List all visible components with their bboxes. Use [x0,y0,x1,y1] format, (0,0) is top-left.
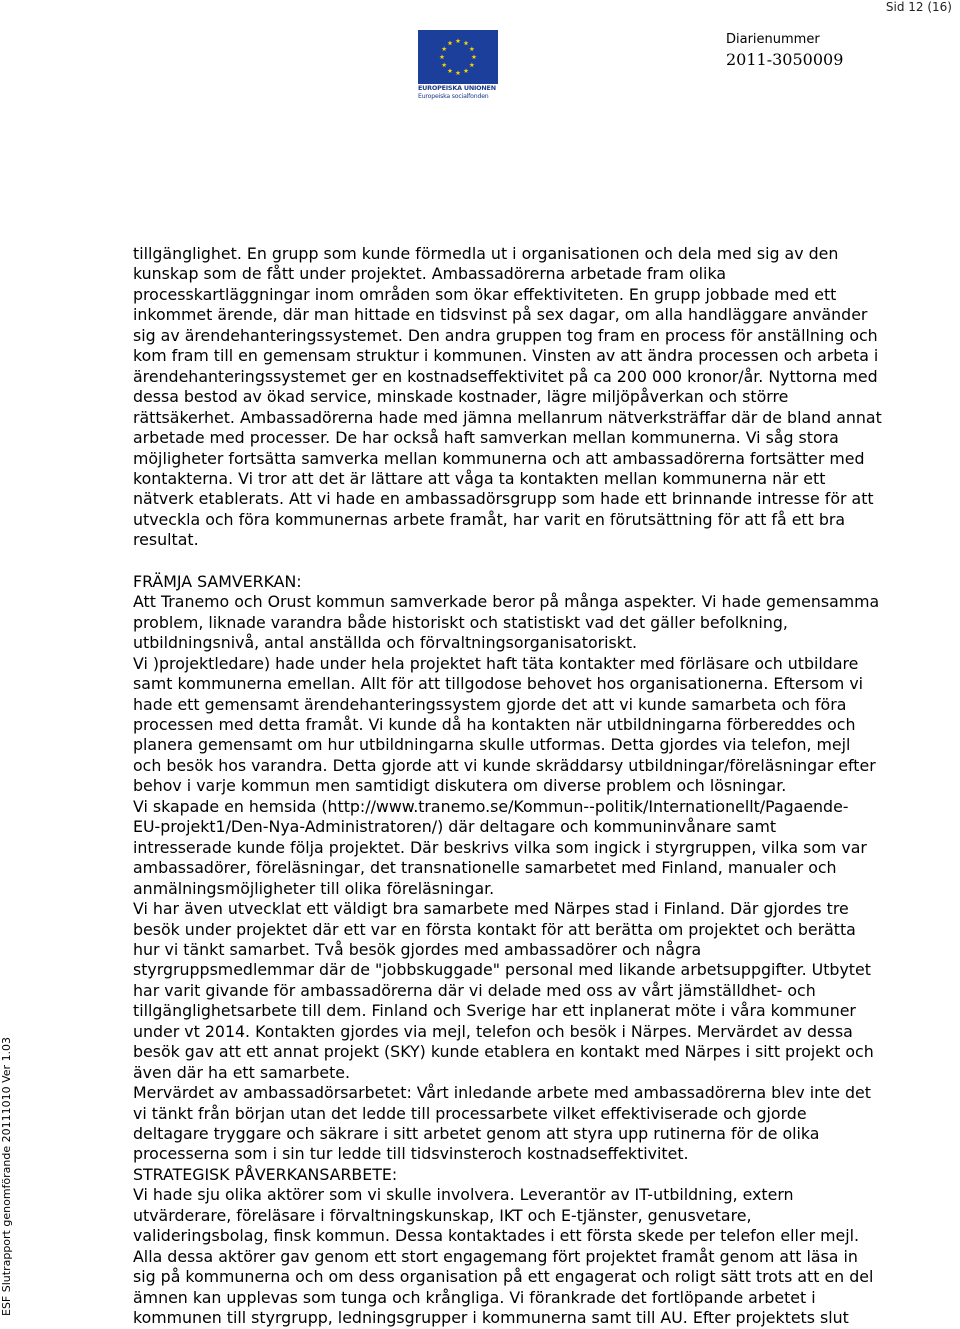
text-line: utbildningsnivå, antal anställda och förvaltningsorganisatoriskt. [133,633,638,653]
text-line: deltagare tryggare och säkrare i sitt arbetet genom att styra upp rutinerna för de olika [133,1124,820,1144]
eu-logo [418,30,498,102]
text-line: rättsäkerhet. Ambassadörerna hade med jämna mellanrum nätverksträffar där de bland annat [133,407,882,427]
text-line: hade ett gemensamt ärendehanteringssystem gjorde det att vi kunde samarbeta och föra [133,694,847,714]
text-line: har varit givande för ambassadörerna där vi delade med oss av vårt jämställdhet- och [133,980,816,1000]
text-line: Vi har även utvecklat ett väldigt bra samarbete med Närpes stad i Finland. Där gjordes tre [133,899,849,919]
text-line: Vi skapade en hemsida (http://www.tranemo.se/Kommun--politik/Internationellt/Pagaende- [133,796,849,816]
text-line: tillgänglighet. En grupp som kunde förmedla ut i organisationen och dela med sig av den [133,244,839,263]
text-line: processen med detta framåt. Vi kunde då ha kontakten när utbildningarna förbereddes och [133,714,856,734]
paragraph-gap [133,551,953,572]
text-line: styrgruppsmedlemmar där de "jobbskuggade" personal med likande arbetsuppgifter. Utbytet [133,960,871,980]
text-line: dessa bestod av ökad service, minskade kostnader, lägre miljöpåverkan och större [133,387,789,407]
text-line: Alla dessa aktörer gav genom ett stort engagemang fört projektet framåt genom att läsa in [133,1246,858,1266]
text-line: sig av ärendehanteringssystemet. Den andra gruppen tog fram en process för anställning och [133,325,878,345]
text-line: utveckla och föra kommunernas arbete framåt, har varit en förutsättning för att få ett bra [133,509,846,529]
text-line: Vi hade sju olika aktörer som vi skulle involvera. Leverantör av IT-utbildning, extern [133,1185,794,1205]
body-text [133,244,953,1329]
text-line: Att Tranemo och Orust kommun samverkade beror på många aspekter. Vi hade gemensamma [133,592,880,612]
text-line: under vt 2014. Kontakten gjordes via mejl, telefon och besök i Närpes. Mervärdet av dessa [133,1021,853,1041]
text-line: planera gemensamt om hur utbildningarna skulle utformas. Detta gjordes via telefon, mejl [133,735,851,755]
text-line: Mervärdet av ambassadörsarbetet: Vårt inledande arbete med ambassadörerna blev inte det [133,1083,871,1103]
text-line: möjligheter fortsätta samverka mellan kommunerna och att ambassadörerna fortsätter med [133,448,865,468]
text-line: nätverk etablerats. Att vi hade en ambassadörsgrupp som hade ett brinnande intresse för att [133,489,874,509]
text-line: anmälningsmöjligheter till olika föreläsningar. [133,878,495,898]
text-line: processkartläggningar inom områden som ökar effektiviteten. En grupp jobbade med ett [133,284,837,304]
text-line: hur vi tänkt samarbet. Två besök gjordes med ambassadörer och några [133,939,702,959]
text-line: kom fram till en gemensam struktur i kommunen. Vinsten av att ändra processen och arbeta i [133,346,879,366]
text-line: ambassadörer, föreläsningar, det transnationelle samarbetet med Finland, manualer och [133,858,837,878]
text-line: inkommet ärende, där man hittade en tidsvinst på sex dagar, om alla handläggare använder [133,305,868,325]
text-line: ärendehanteringssystemet ger en kostnadseffektivitet på ca 200 000 kronor/år. Nyttorna med [133,366,878,386]
text-line: utvärderare, föreläsare i förvaltningskunskap, IKT och E-tjänster, genusvetare, [133,1205,752,1225]
diarienummer-label: Diarienummer [726,32,820,47]
text-line: besök gav att ett annat projekt (SKY) kunde etablera en kontakt med Närpes i sitt projekt och [133,1042,874,1062]
text-line: kunskap som de fått under projektet. Ambassadörerna arbetade fram olika [133,264,726,284]
paragraph-1 [133,244,953,551]
text-line: STRATEGISK PÅVERKANSARBETE: [133,1164,398,1184]
text-line: problem, liknade varandra både historiskt och statistiskt vad det gäller befolkning, [133,612,788,632]
text-line: vi tänkt från början utan det ledde till processarbete vilket effektiviserade och gjorde [133,1103,807,1123]
page-number: Sid 12 (16) [885,0,952,14]
text-line: FRÄMJA SAMVERKAN: [133,571,302,591]
text-line: intresserade kunde följa projektet. Där beskrivs vilka som ingick i styrgruppen, vilka som var [133,837,867,857]
text-line: arbetade med processer. De har också haft samverkan mellan kommunerna. Vi såg stora [133,428,839,448]
text-line: sig på kommunerna och om dess organisation på ett engagerat och roligt sätt trots att en del [133,1267,874,1287]
text-line: processerna som i sin tur ledde till tidsvinsteroch kostnadseffektivitet. [133,1144,689,1164]
text-line: valideringsbolag, finsk kommun. Dessa kontaktades i ett första skede per telefon eller mejl. [133,1226,860,1246]
text-line: samt kommunerna emellan. Allt för att tillgodose behovet hos organisationerna. Eftersom vi [133,674,864,694]
text-line: och besök hos varandra. Detta gjorde att vi kunde skräddarsy utbildningar/föreläsningar efter [133,755,876,775]
text-line: även där ha ett samarbete. [133,1062,350,1082]
text-line: behov i varje kommun men samtidigt diskutera om diverse problem och lösningar. [133,776,787,796]
text-line: EU-projekt1/Den-Nya-Administratoren/) där deltagare och kommuninvånare samt [133,817,777,837]
text-line: resultat. [133,530,199,550]
text-line: tillgänglighetsarbete till dem. Finland och Sverige har ett inplanerat möte i våra kommuner [133,1001,856,1021]
text-line: kontakterna. Vi tror att det är lättare att våga ta kontakten mellan kommunerna när ett [133,468,826,488]
eu-logo-name: EUROPEISKA UNIONEN [418,84,496,92]
text-line: ämnen kan upplevas som tunga och krångliga. Vi förankrade det fortlöpande arbetet i [133,1287,816,1307]
diarienummer-value: 2011-3050009 [726,50,844,69]
text-line: besök under projektet där ett var en första kontakt för att berätta om projektet och berätta [133,919,856,939]
paragraph-2 [133,572,953,1329]
text-line: kommunen till styrgrupp, ledningsgrupper i kommunerna samt till AU. Efter projektets slut [133,1308,849,1328]
text-line: Vi )projektledare) hade under hela projektet haft täta kontakter med förläsare och utbildare [133,653,859,673]
side-margin-text: ESF Slutrapport genomförande 20111010 Ver 1.03 [0,1036,13,1316]
eu-flag-icon [418,30,498,84]
eu-logo-fund: Europeiska socialfonden [418,93,489,100]
